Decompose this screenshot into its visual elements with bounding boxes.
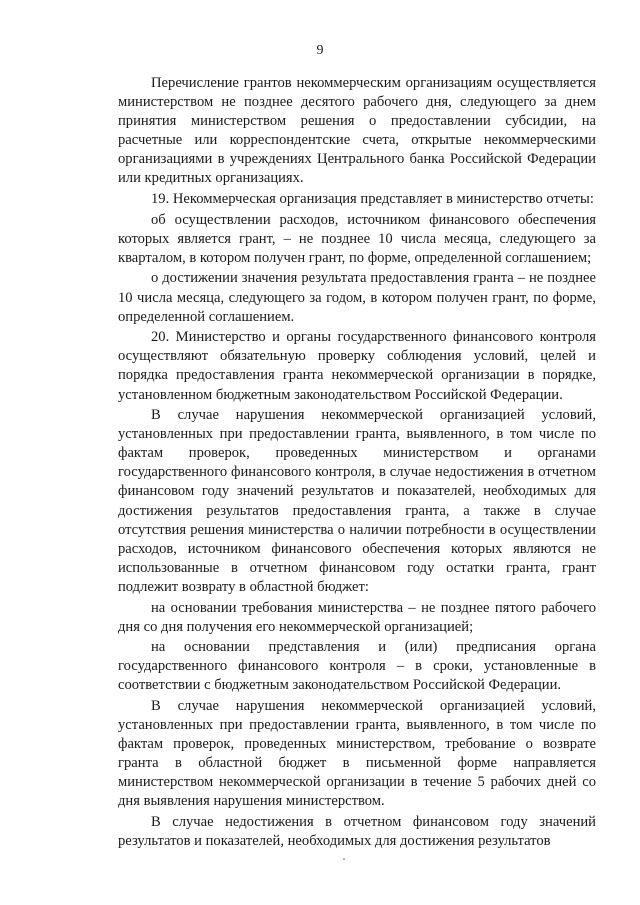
paragraph-result-report: о достижении значения результата предоставления гранта – не позднее 10 числа месяца, следующего за годом, в котором получен грант, по форме, определенной соглашением.: [118, 270, 596, 325]
scan-speck: [343, 858, 345, 860]
paragraph-underachievement: В случае недостижения в отчетном финансовом году значений результатов и показателей, необходимых для достижения результатов: [118, 814, 596, 850]
paragraph-expense-report: об осуществлении расходов, источником финансового обеспечения которых является грант, – не позднее 10 числа месяца, следующего за кварталом, в котором получен грант, по форме, определенной соглашением;: [118, 211, 596, 266]
document-body: [118, 74, 596, 853]
paragraph-20-control: 20. Министерство и органы государственного финансового контроля осуществляют обязательную проверку соблюдения условий, целей и порядка предоставления гранта некоммерческой организации в порядке, установленном бюджетным законодательством Российской Федерации.: [118, 329, 596, 403]
paragraph-grant-transfer: Перечисление грантов некоммерческим организациям осуществляется министерством не позднее десятого рабочего дня, следующего за днем принятия министерством решения о предоставлении субсидии, на расчетные или корреспондентские счета, открытые некоммерческими организациями в учреждениях Центрального банка Российской Федерации или кредитных организациях.: [118, 75, 596, 187]
paragraph-ministry-demand: на основании требования министерства – не позднее пятого рабочего дня со дня получения его некоммерческой организацией;: [118, 599, 596, 635]
paragraph-refund-notice: В случае нарушения некоммерческой организацией условий, установленных при предоставлении гранта, выявленного, в том числе по фактам проверок, проведенных министерством, требование о возврате гранта в областной бюджет в письменной форме направляется министерством некоммерческой организации в течение 5 рабочих дней со дня выявления нарушения министерством.: [118, 698, 596, 810]
paragraph-19-reports: 19. Некоммерческая организация представляет в министерство отчеты:: [151, 191, 594, 208]
paragraph-control-order: на основании представления и (или) предписания органа государственного финансового контроля – в сроки, установленные в соответствии с бюджетным законодательством Российской Федерации.: [118, 639, 596, 694]
page-number: 9: [316, 43, 324, 58]
paragraph-violation-refund: В случае нарушения некоммерческой организацией условий, установленных при предоставлении гранта, выявленного, в том числе по фактам проверок, проведенных министерством и органами государственного финансового контроля, в случае недостижения в отчетном финансовом году значений результатов и показателей, необходимых для достижения результатов предоставления гранта, а также в случае отсутствия решения министерства о наличии потребности в осуществлении расходов, источником финансового обеспечения которых являются не использованные в отчетном финансовом году остатки гранта, грант подлежит возврату в областной бюджет:: [118, 407, 596, 595]
